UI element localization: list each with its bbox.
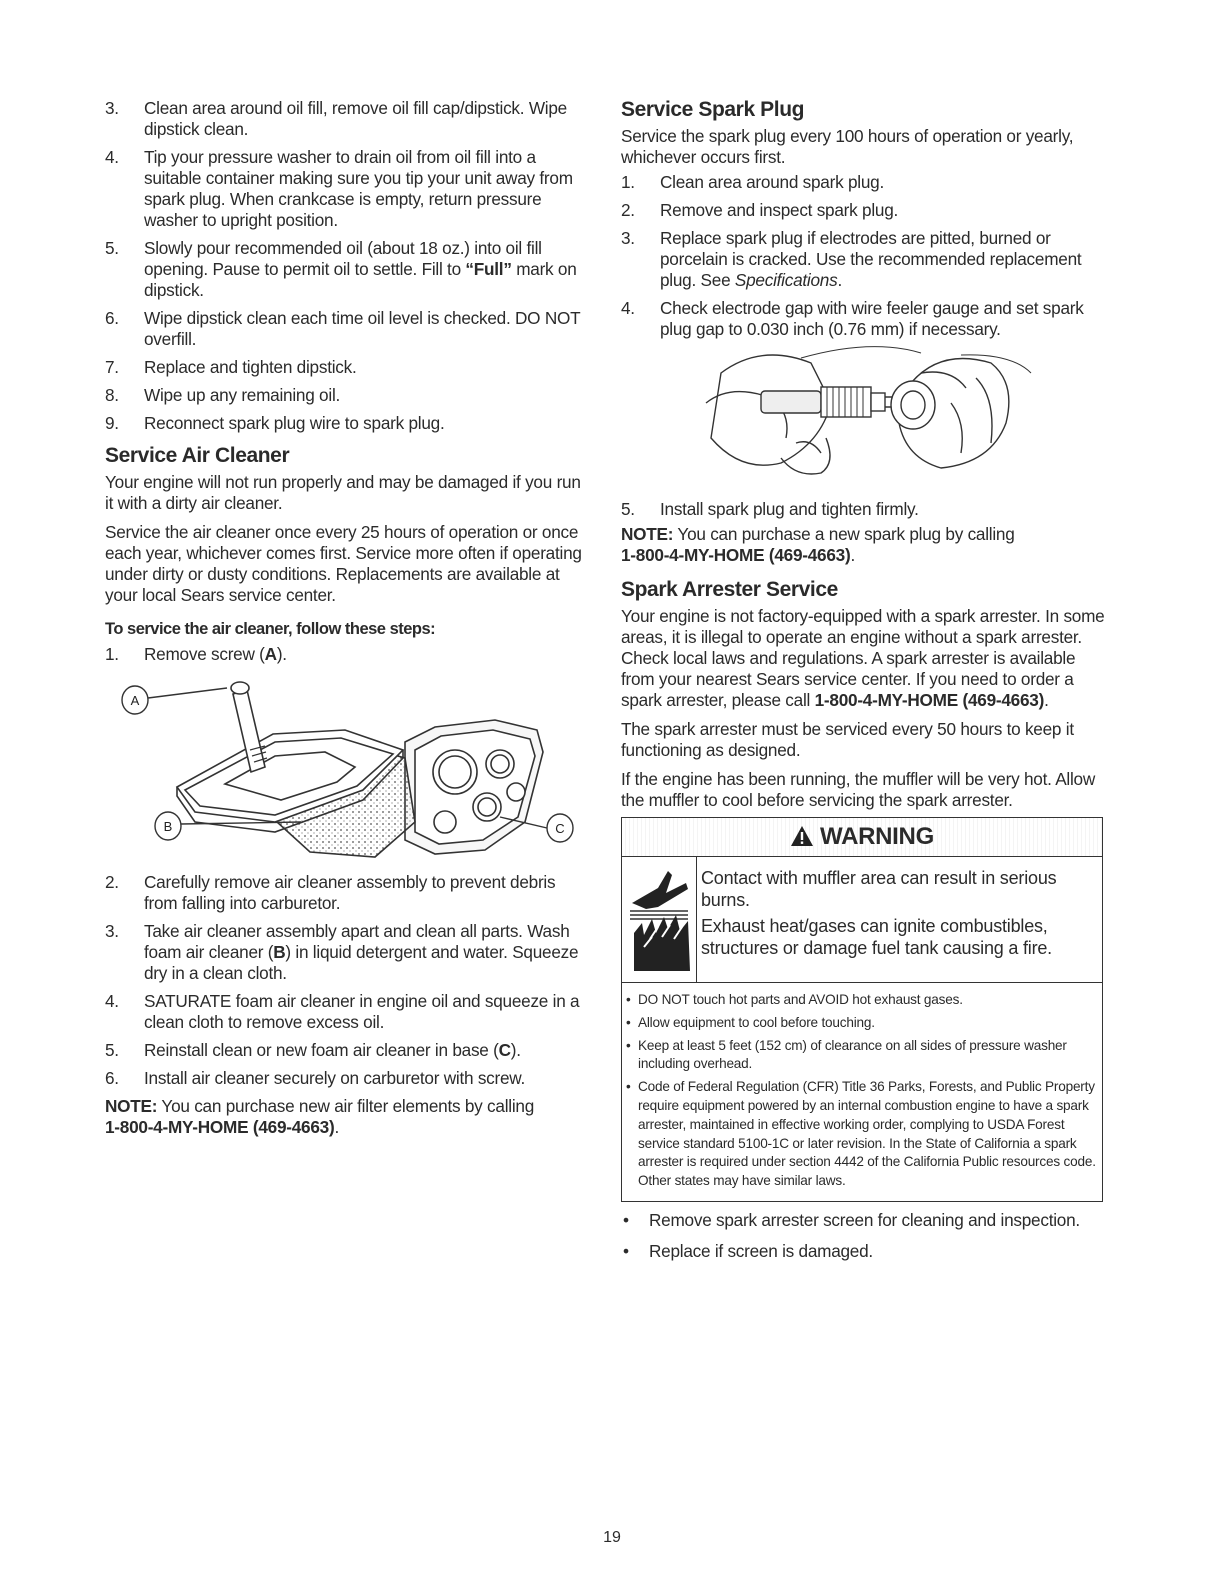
step-text: Take air cleaner assembly apart and clean all parts. Wash foam air cleaner ( xyxy=(144,921,570,962)
left-column xyxy=(105,98,593,1138)
list-item xyxy=(105,385,593,406)
figure-label-c: C xyxy=(555,821,565,836)
list-item xyxy=(105,238,593,301)
warning-line-burns: Contact with muffler area can result in serious burns. xyxy=(701,868,1057,910)
note-air-filter xyxy=(105,1096,593,1138)
phone-number: 1-800-4-MY-HOME (469-4663) xyxy=(105,1117,335,1137)
step-number: 1. xyxy=(621,172,635,192)
list-item xyxy=(105,98,593,140)
step-text: Reconnect spark plug wire to spark plug. xyxy=(144,413,445,433)
warning-box xyxy=(621,817,1103,1202)
note-label: NOTE: xyxy=(621,524,674,544)
right-column xyxy=(621,98,1108,1272)
step-text: ). xyxy=(510,1040,521,1060)
step-text: Slowly pour recommended oil (about 18 oz.) into oil fill opening. Pause to permit oil to settle. Fill to xyxy=(144,238,542,279)
step-text: Reinstall clean or new foam air cleaner in base ( xyxy=(144,1040,499,1060)
warning-header xyxy=(622,818,1102,857)
step-text: Check electrode gap with wire feeler gauge and set spark plug gap to 0.030 inch (0.76 mm) if necessary. xyxy=(660,298,1084,339)
step-text-bold: A xyxy=(264,644,277,664)
paragraph: Your engine will not run properly and may be damaged if you run it with a dirty air cleaner. xyxy=(105,472,581,513)
hot-surface-fire-icon xyxy=(628,863,696,973)
warning-list xyxy=(622,983,1102,1201)
list-item: • Remove spark arrester screen for cleaning and inspection. xyxy=(621,1210,1108,1231)
list-item xyxy=(621,499,1108,520)
warning-triangle-icon xyxy=(790,825,814,847)
warning-icons xyxy=(622,857,697,982)
list-item: • Code of Federal Regulation (CFR) Title 36 Parks, Forests, and Public Property require equipment powered by an internal combustion engine to have a spark arrester, maintained in effective working order, complying to USDA Forest service standard 5100-1C or later revision. In the State of California a spark arrester is required under section 4442 of the California Public resources code. Other states may have similar laws. xyxy=(626,1078,1098,1191)
step-number: 5. xyxy=(105,238,119,258)
arrester-bullets xyxy=(621,1210,1108,1262)
list-item xyxy=(105,1040,593,1061)
step-number: 7. xyxy=(105,357,119,377)
step-text: ) in liquid detergent and water. Squeeze dry in a clean cloth. xyxy=(144,942,579,983)
list-item xyxy=(621,228,1108,291)
step-text-bold: C xyxy=(498,1040,511,1060)
section-heading-air-cleaner: Service Air Cleaner xyxy=(105,444,290,467)
warning-title: WARNING xyxy=(820,823,934,850)
warning-body xyxy=(622,857,1102,983)
step-text: Remove screw ( xyxy=(144,644,265,664)
step-text: Clean area around oil fill, remove oil fill cap/dipstick. Wipe dipstick clean. xyxy=(144,98,567,139)
list-item: • Allow equipment to cool before touching. xyxy=(626,1014,1098,1033)
list-item xyxy=(105,147,593,231)
step-number: 2. xyxy=(105,872,119,892)
list-item xyxy=(105,921,593,984)
paragraph xyxy=(621,606,1108,711)
step-text: Remove and inspect spark plug. xyxy=(660,200,899,220)
step-number: 3. xyxy=(105,98,119,118)
step-number: 4. xyxy=(105,991,119,1011)
step-text-bold: “Full” xyxy=(465,259,512,279)
step-number: 4. xyxy=(621,298,635,318)
list-item xyxy=(621,200,1108,221)
step-text: Replace and tighten dipstick. xyxy=(144,357,357,377)
note-text: You can purchase a new spark plug by calling xyxy=(673,524,1015,544)
step-text-bold: B xyxy=(273,942,286,962)
list-item: • Replace if screen is damaged. xyxy=(621,1241,1108,1262)
list-item xyxy=(105,357,593,378)
list-item xyxy=(105,644,593,665)
step-number: 4. xyxy=(105,147,119,167)
step-text-italic: Specifications xyxy=(734,270,838,290)
step-number: 5. xyxy=(621,499,635,519)
list-item xyxy=(105,991,593,1033)
step-text: Clean area around spark plug. xyxy=(660,172,884,192)
step-text: Wipe dipstick clean each time oil level is checked. DO NOT overfill. xyxy=(144,308,581,349)
warning-text xyxy=(697,857,1102,982)
step-number: 3. xyxy=(105,921,119,941)
step-text: Install air cleaner securely on carburetor with screw. xyxy=(144,1068,526,1088)
paragraph: The spark arrester must be serviced every 50 hours to keep it functioning as designed. xyxy=(621,719,1074,760)
step-number: 1. xyxy=(105,644,119,664)
list-item xyxy=(621,172,1108,193)
list-item xyxy=(105,413,593,434)
air-cleaner-steps xyxy=(105,872,593,1089)
phone-number: 1-800-4-MY-HOME (469-4663) xyxy=(814,690,1045,710)
list-item xyxy=(105,872,593,914)
step-number: 6. xyxy=(105,308,119,328)
air-cleaner-illustration xyxy=(105,672,593,862)
list-item: • DO NOT touch hot parts and AVOID hot exhaust gases. xyxy=(626,991,1098,1010)
page-number: 19 xyxy=(603,1529,621,1546)
figure-label-a: A xyxy=(130,693,140,708)
step-text: ). xyxy=(276,644,287,664)
step-text: Tip your pressure washer to drain oil from oil fill into a suitable container making sure you tip your unit away from spark plug. When crankcase is empty, return pressure washer to upright position. xyxy=(144,147,573,230)
note-end: . xyxy=(334,1117,339,1137)
air-cleaner-base xyxy=(405,720,543,854)
step-number: 6. xyxy=(105,1068,119,1088)
note-end: . xyxy=(850,545,855,565)
step-text: Wipe up any remaining oil. xyxy=(144,385,341,405)
list-item: • Keep at least 5 feet (152 cm) of clearance on all sides of pressure washer including overhead. xyxy=(626,1037,1098,1075)
note-spark-plug xyxy=(621,524,1108,566)
paragraph-text: Your engine is not factory-equipped with a spark arrester. In some areas, it is illegal to operate an engine without a spark arrester. Check local laws and regulations. A spark arrester is available from your nearest Sears service center. If you need to order a spark arrester, please call xyxy=(621,606,1105,710)
spark-plug-steps xyxy=(621,172,1108,340)
list-item xyxy=(621,298,1108,340)
note-label: NOTE: xyxy=(105,1096,158,1116)
step-number: 5. xyxy=(105,1040,119,1060)
paragraph-end: . xyxy=(1044,690,1049,710)
list-item xyxy=(105,308,593,350)
subheading: To service the air cleaner, follow these steps: xyxy=(105,620,436,638)
step-text: . xyxy=(837,270,842,290)
paragraph: Service the air cleaner once every 25 hours of operation or once each year, whichever comes first. Service more often if operating under dirty or dusty conditions. Replacements are available at your local Sears service center. xyxy=(105,522,582,605)
step-number: 8. xyxy=(105,385,119,405)
air-cleaner-step-1 xyxy=(105,644,593,665)
step-text: mark on dipstick. xyxy=(144,259,577,300)
step-text: SATURATE foam air cleaner in engine oil and squeeze in a clean cloth to remove excess oil. xyxy=(144,991,580,1032)
note-text: You can purchase new air filter elements by calling xyxy=(157,1096,535,1116)
paragraph: If the engine has been running, the muffler will be very hot. Allow the muffler to cool before servicing the spark arrester. xyxy=(621,769,1096,810)
figure-label-b: B xyxy=(163,819,173,834)
oil-change-steps xyxy=(105,98,593,434)
section-heading-spark-plug: Service Spark Plug xyxy=(621,98,805,121)
step-text: Carefully remove air cleaner assembly to prevent debris from falling into carburetor. xyxy=(144,872,556,913)
step-text: Install spark plug and tighten firmly. xyxy=(660,499,919,519)
phone-number: 1-800-4-MY-HOME (469-4663) xyxy=(621,545,851,565)
warning-line-fire: Exhaust heat/gases can ignite combustibles, structures or damage fuel tank causing a fire. xyxy=(701,916,1052,958)
list-item xyxy=(105,1068,593,1089)
spark-plug-step-5 xyxy=(621,499,1108,520)
spark-plug-gap-illustration xyxy=(621,343,1108,493)
section-heading-spark-arrester: Spark Arrester Service xyxy=(621,578,838,601)
step-number: 9. xyxy=(105,413,119,433)
step-number: 3. xyxy=(621,228,635,248)
step-text: Replace spark plug if electrodes are pitted, burned or porcelain is cracked. Use the recommended replacement plug. See xyxy=(660,228,1082,290)
paragraph: Service the spark plug every 100 hours of operation or yearly, whichever occurs first. xyxy=(621,126,1074,167)
step-number: 2. xyxy=(621,200,635,220)
